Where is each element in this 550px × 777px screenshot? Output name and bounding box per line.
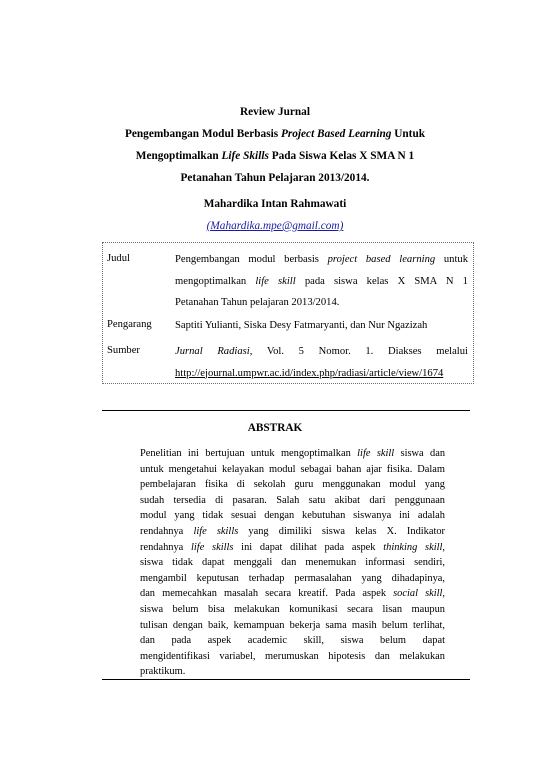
abstract-italic: life skill	[357, 448, 395, 459]
abstract-text: rendahnya	[140, 525, 194, 537]
title-line-4: Petanahan Tahun Pelajaran 2013/2014.	[180, 172, 370, 184]
author-email	[0, 215, 550, 237]
judul-label: Judul	[107, 253, 130, 264]
title-text: Mengoptimalkan	[135, 150, 222, 162]
abstract-text: ini dapat dilihat pada aspek	[233, 541, 384, 553]
abstract-line: sudah tersedia di pasaran. Salah satu akibat dari penggunaan	[140, 494, 445, 506]
sumber-label: Sumber	[107, 345, 140, 356]
judul-line-1	[175, 249, 468, 271]
abstract-heading: ABSTRAK	[247, 422, 303, 434]
pengarang-value: Saptiti Yulianti, Siska Desy Fatmaryanti, dan Nur Ngazizah	[175, 320, 428, 331]
sumber-line-2	[175, 363, 468, 385]
abstract-line	[140, 524, 445, 540]
abstract-line: pembelajaran fisika di sekolah guru menggunakan modul yang	[140, 479, 445, 491]
abstract-line: dan pada aspek academic skill, siswa belum dapat	[140, 635, 445, 647]
document-title	[0, 101, 550, 189]
abstract-line: praktikum.	[140, 666, 186, 678]
title-line-2	[0, 123, 550, 145]
title-text: Pengembangan Modul Berbasis	[124, 128, 281, 140]
judul-text: untuk	[435, 254, 469, 265]
abstract-line: siswa belum bisa melakukan komunikasi secara lisan maupun	[140, 603, 445, 615]
abstract-italic: life skills	[193, 525, 239, 537]
judul-value	[175, 249, 468, 314]
abstract-line	[140, 586, 445, 602]
judul-text: pada siswa kelas X SMA N 1	[295, 275, 468, 287]
judul-italic: life skill	[255, 275, 296, 287]
judul-line-3: Petanahan Tahun pelajaran 2013/2014.	[175, 297, 340, 308]
abstract-line: tulisan dengan baik, kemampuan bekerja sama masih belum terlihat,	[140, 619, 445, 631]
abstract-text: siswa dan	[394, 448, 446, 459]
judul-italic: project based learning	[327, 254, 436, 265]
title-italic-text: Life Skills	[221, 150, 269, 162]
abstract-italic: social skill,	[393, 588, 445, 600]
author-name: Mahardika Intan Rahmawati	[203, 198, 347, 210]
source-link[interactable]: http://ejournal.umpwr.ac.id/index.php/radiasi/article/view/1674	[175, 367, 444, 379]
sumber-value	[175, 341, 468, 384]
abstract-line	[140, 446, 445, 462]
judul-line-2	[175, 271, 468, 293]
abstract-italic: life skills	[191, 541, 234, 553]
abstract-body	[140, 446, 445, 680]
abstract-text: ,	[442, 541, 445, 553]
sumber-text: , Vol. 5 Nomor. 1. Diakses melalui	[249, 346, 468, 357]
divider-bottom	[102, 679, 470, 680]
abstract-text: rendahnya	[140, 541, 192, 553]
abstract-line: mengambil keputusan terhadap permasalahan yang dihadapinya,	[140, 572, 445, 584]
title-text: Pada Siswa Kelas X SMA N 1	[268, 150, 415, 162]
title-line-3	[0, 145, 550, 167]
sumber-line-1	[175, 341, 468, 363]
abstract-text: yang dimiliki siswa kelas X. Indikator	[238, 525, 446, 537]
email-link[interactable]: (Mahardika.mpe@gmail.com)	[206, 220, 344, 232]
divider-top	[102, 410, 470, 411]
title-line-1: Review Jurnal	[240, 106, 310, 118]
abstract-text: dan memecahkan masalah secara kreatif. Pada aspek	[140, 588, 394, 600]
abstract-line: untuk mengetahui kelayakan modul sebagai bahan ajar fisika. Dalam	[140, 463, 445, 475]
journal-name: Jurnal Radiasi	[175, 346, 250, 357]
abstract-line	[140, 540, 445, 556]
judul-text: Pengembangan modul berbasis	[175, 254, 328, 265]
abstract-line: siswa tidak dapat menggali dan menemukan informasi sendiri,	[140, 557, 445, 569]
abstract-line: modul yang tidak sesuai dengan kebutuhan siswanya ini adalah	[140, 510, 445, 522]
abstract-text: Penelitian ini bertujuan untuk mengoptimalkan	[140, 448, 358, 459]
info-table	[102, 242, 474, 384]
pengarang-label: Pengarang	[107, 319, 152, 330]
abstract-line: mengidentifikasi variabel, merumuskan hipotesis dan melakukan	[140, 650, 445, 662]
judul-text: mengoptimalkan	[175, 275, 256, 287]
abstract-italic: thinking skill	[383, 541, 443, 553]
title-text: Untuk	[391, 128, 426, 140]
title-italic-text: Project Based Learning	[280, 128, 392, 140]
